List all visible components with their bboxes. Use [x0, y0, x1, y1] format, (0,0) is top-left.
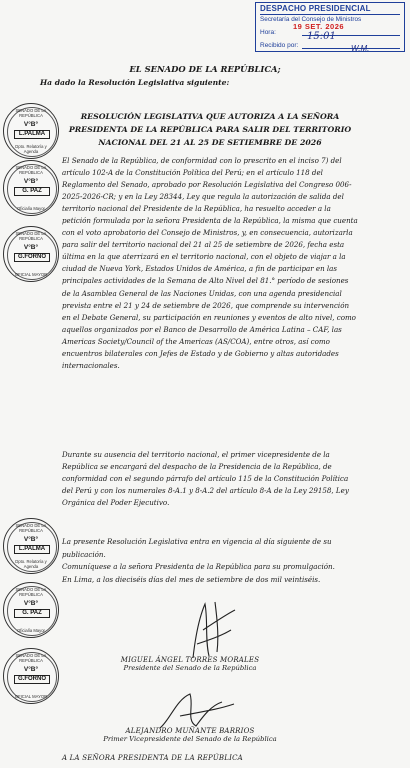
text-line: Reglamento del Senado, aprobado por Resolución Legislativa del Congreso 006-	[62, 180, 352, 190]
stamp-hora-label: Hora:	[260, 29, 276, 36]
text-line: publicación.	[62, 549, 106, 559]
text-line: Orgánica del Poder Ejecutivo.	[62, 498, 170, 508]
title-line: RESOLUCIÓN LEGISLATIVA QUE AUTORIZA A LA SEÑORA	[80, 112, 340, 121]
stamp-recibido-row	[260, 42, 400, 49]
text-line: En Lima, a los dieciséis días del mes de setiembre de dos mil veintiséis.	[62, 574, 321, 584]
signatory-name: ALEJANDRO MUÑANTE BARRIOS	[125, 727, 255, 735]
text-line: conformidad con el segundo párrafo del artículo 115 de la Constitución Política	[62, 474, 349, 484]
seal-name: L.PALMA	[14, 130, 50, 139]
seal-name: G. PAZ	[14, 187, 50, 196]
text-line: internacionales.	[62, 360, 120, 370]
seal-top-text: SENADO DE LA REPÚBLICA	[15, 165, 47, 175]
seal-name: G.FORNO	[14, 253, 50, 262]
text-line: encuentros bilaterales con Jefes de Estado y de Gobierno y altas autoridades	[62, 348, 339, 358]
text-line: prevista entre el 21 y 24 de setiembre de 2026, que comprende su intervención	[62, 300, 350, 310]
signatory-name: MIGUEL ÁNGEL TORRES MORALES	[120, 656, 260, 664]
approval-seal	[3, 582, 59, 638]
stamp-recibido-value: W.M.	[351, 44, 370, 53]
text-line: con el voto aprobatorio del Consejo de Ministros, y, en consecuencia, autorizarla	[62, 228, 353, 238]
addressee-footer: A LA SEÑORA PRESIDENTA DE LA REPÚBLICA	[62, 754, 243, 762]
signatory-role: Presidente del Senado de la República	[123, 664, 257, 672]
signature-scribble-president	[175, 600, 245, 662]
seal-vb: V°B°	[23, 121, 39, 128]
text-line: para salir del territorio nacional del 21 al 25 de setiembre de 2026, fecha esta	[62, 240, 345, 250]
seal-name: G. PAZ	[14, 609, 50, 618]
seal-name: L.PALMA	[14, 545, 50, 554]
seal-name: G.FORNO	[14, 675, 50, 684]
text-line: Americas Society/Council of the Americas (AS/COA), entre otros, así como	[62, 336, 330, 346]
text-line: Durante su ausencia del territorio nacional, el primer vicepresidente de la	[62, 450, 330, 459]
text-line: ciudad de Nueva York, Estados Unidos de América, a fin de participar en las	[62, 264, 338, 274]
stamp-recibido-label: Recibido por:	[260, 42, 299, 49]
text-line: territorio nacional del Presidente de la República, ha resuelto acceder a la	[62, 204, 331, 214]
seal-bottom-text: Dpto. Relatoría y Agenda	[15, 559, 47, 569]
resolution-title	[60, 110, 360, 149]
signature-vicepresident-senate	[80, 727, 300, 743]
seal-vb: V°B°	[23, 536, 39, 543]
title-line: PRESIDENTA DE LA REPÚBLICA PARA SALIR DEL TERRITORIO	[68, 125, 352, 134]
signatory-role: Primer Vicepresidente del Senado de la República	[103, 735, 277, 743]
seal-top-text: SENADO DE LA REPÚBLICA	[15, 523, 47, 533]
title-line: NACIONAL DEL 21 AL 25 DE SETIEMBRE DE 2026	[98, 138, 322, 147]
text-line: en el Debate General, su participación en reuniones y eventos de alto nivel, como	[62, 312, 356, 322]
approval-seal	[3, 160, 59, 216]
seal-vb: V°B°	[23, 600, 39, 607]
stamp-title: DESPACHO PRESIDENCIAL	[260, 4, 371, 13]
approval-seal	[3, 518, 59, 574]
text-line: del Perú y con los numerales 8-A.1 y 8-A.2 del artículo 8-A de la Ley 29158, Ley	[62, 486, 349, 496]
paragraph-vicepresident	[62, 449, 362, 509]
approval-seal	[3, 648, 59, 704]
approval-seal	[3, 226, 59, 282]
text-line: artículo 102-A de la Constitución Política del Perú; en el artículo 118 del	[62, 168, 323, 178]
seal-top-text: SENADO DE LA REPÚBLICA	[15, 108, 47, 118]
signature-president-senate	[80, 656, 300, 672]
seal-top-text: SENADO DE LA REPÚBLICA	[15, 653, 47, 663]
paragraph-vigencia	[62, 536, 362, 586]
seal-vb: V°B°	[23, 244, 39, 251]
senado-heading: EL SENADO DE LA REPÚBLICA;	[129, 64, 281, 74]
text-line: La presente Resolución Legislativa entra en vigencia al día siguiente de su	[62, 537, 332, 546]
text-line: última en la que aterrizará en el territorio nacional, con el objeto de viajar a la	[62, 252, 346, 262]
ha-dado-heading: Ha dado la Resolución Legislativa siguiente:	[40, 78, 230, 87]
stamp-subtitle: Secretaría del Consejo de Ministros	[260, 14, 400, 23]
approval-seal	[3, 103, 59, 159]
seal-bottom-text: Oficialía Mayor	[17, 628, 45, 633]
seal-bottom-text: Dpto. Relatoría y Agenda	[15, 144, 47, 154]
seal-bottom-text: OFICIAL MAYOR	[14, 272, 48, 277]
text-line: República se encargará del despacho de la Presidencia de la República, de	[62, 462, 332, 472]
text-line: petición formulada por la señora Presidenta de la República, la misma que cuenta	[62, 216, 358, 226]
stamp-date: 19 SET. 2026	[293, 22, 345, 31]
text-line: Comuníquese a la señora Presidenta de la República para su promulgación.	[62, 562, 335, 571]
signature-scribble-vicepresident	[150, 690, 240, 732]
despacho-stamp	[255, 2, 405, 62]
seal-bottom-text: Oficialía Mayor	[17, 206, 45, 211]
paragraph-authorization	[62, 155, 362, 372]
stamp-hora-value: 15:01	[307, 31, 336, 42]
text-line: de la Asamblea General de las Naciones Unidas, con una agenda presidencial	[62, 288, 342, 298]
text-line: principales actividades de la Semana de Alto Nivel del 81.° período de sesiones	[62, 276, 349, 286]
seal-top-text: SENADO DE LA REPÚBLICA	[15, 587, 47, 597]
text-line: El Senado de la República, de conformidad con lo prescrito en el inciso 7) del	[62, 156, 342, 165]
seal-vb: V°B°	[23, 178, 39, 185]
seal-top-text: SENADO DE LA REPÚBLICA	[15, 231, 47, 241]
seal-bottom-text: OFICIAL MAYOR	[14, 694, 48, 699]
seal-vb: V°B°	[23, 666, 39, 673]
text-line: aquellos organizados por el Banco de Desarrollo de América Latina – CAF, las	[62, 324, 342, 334]
text-line: 2025-2026-CR; y en la Ley 28344, Ley que regula la autorización de salida del	[62, 192, 344, 202]
